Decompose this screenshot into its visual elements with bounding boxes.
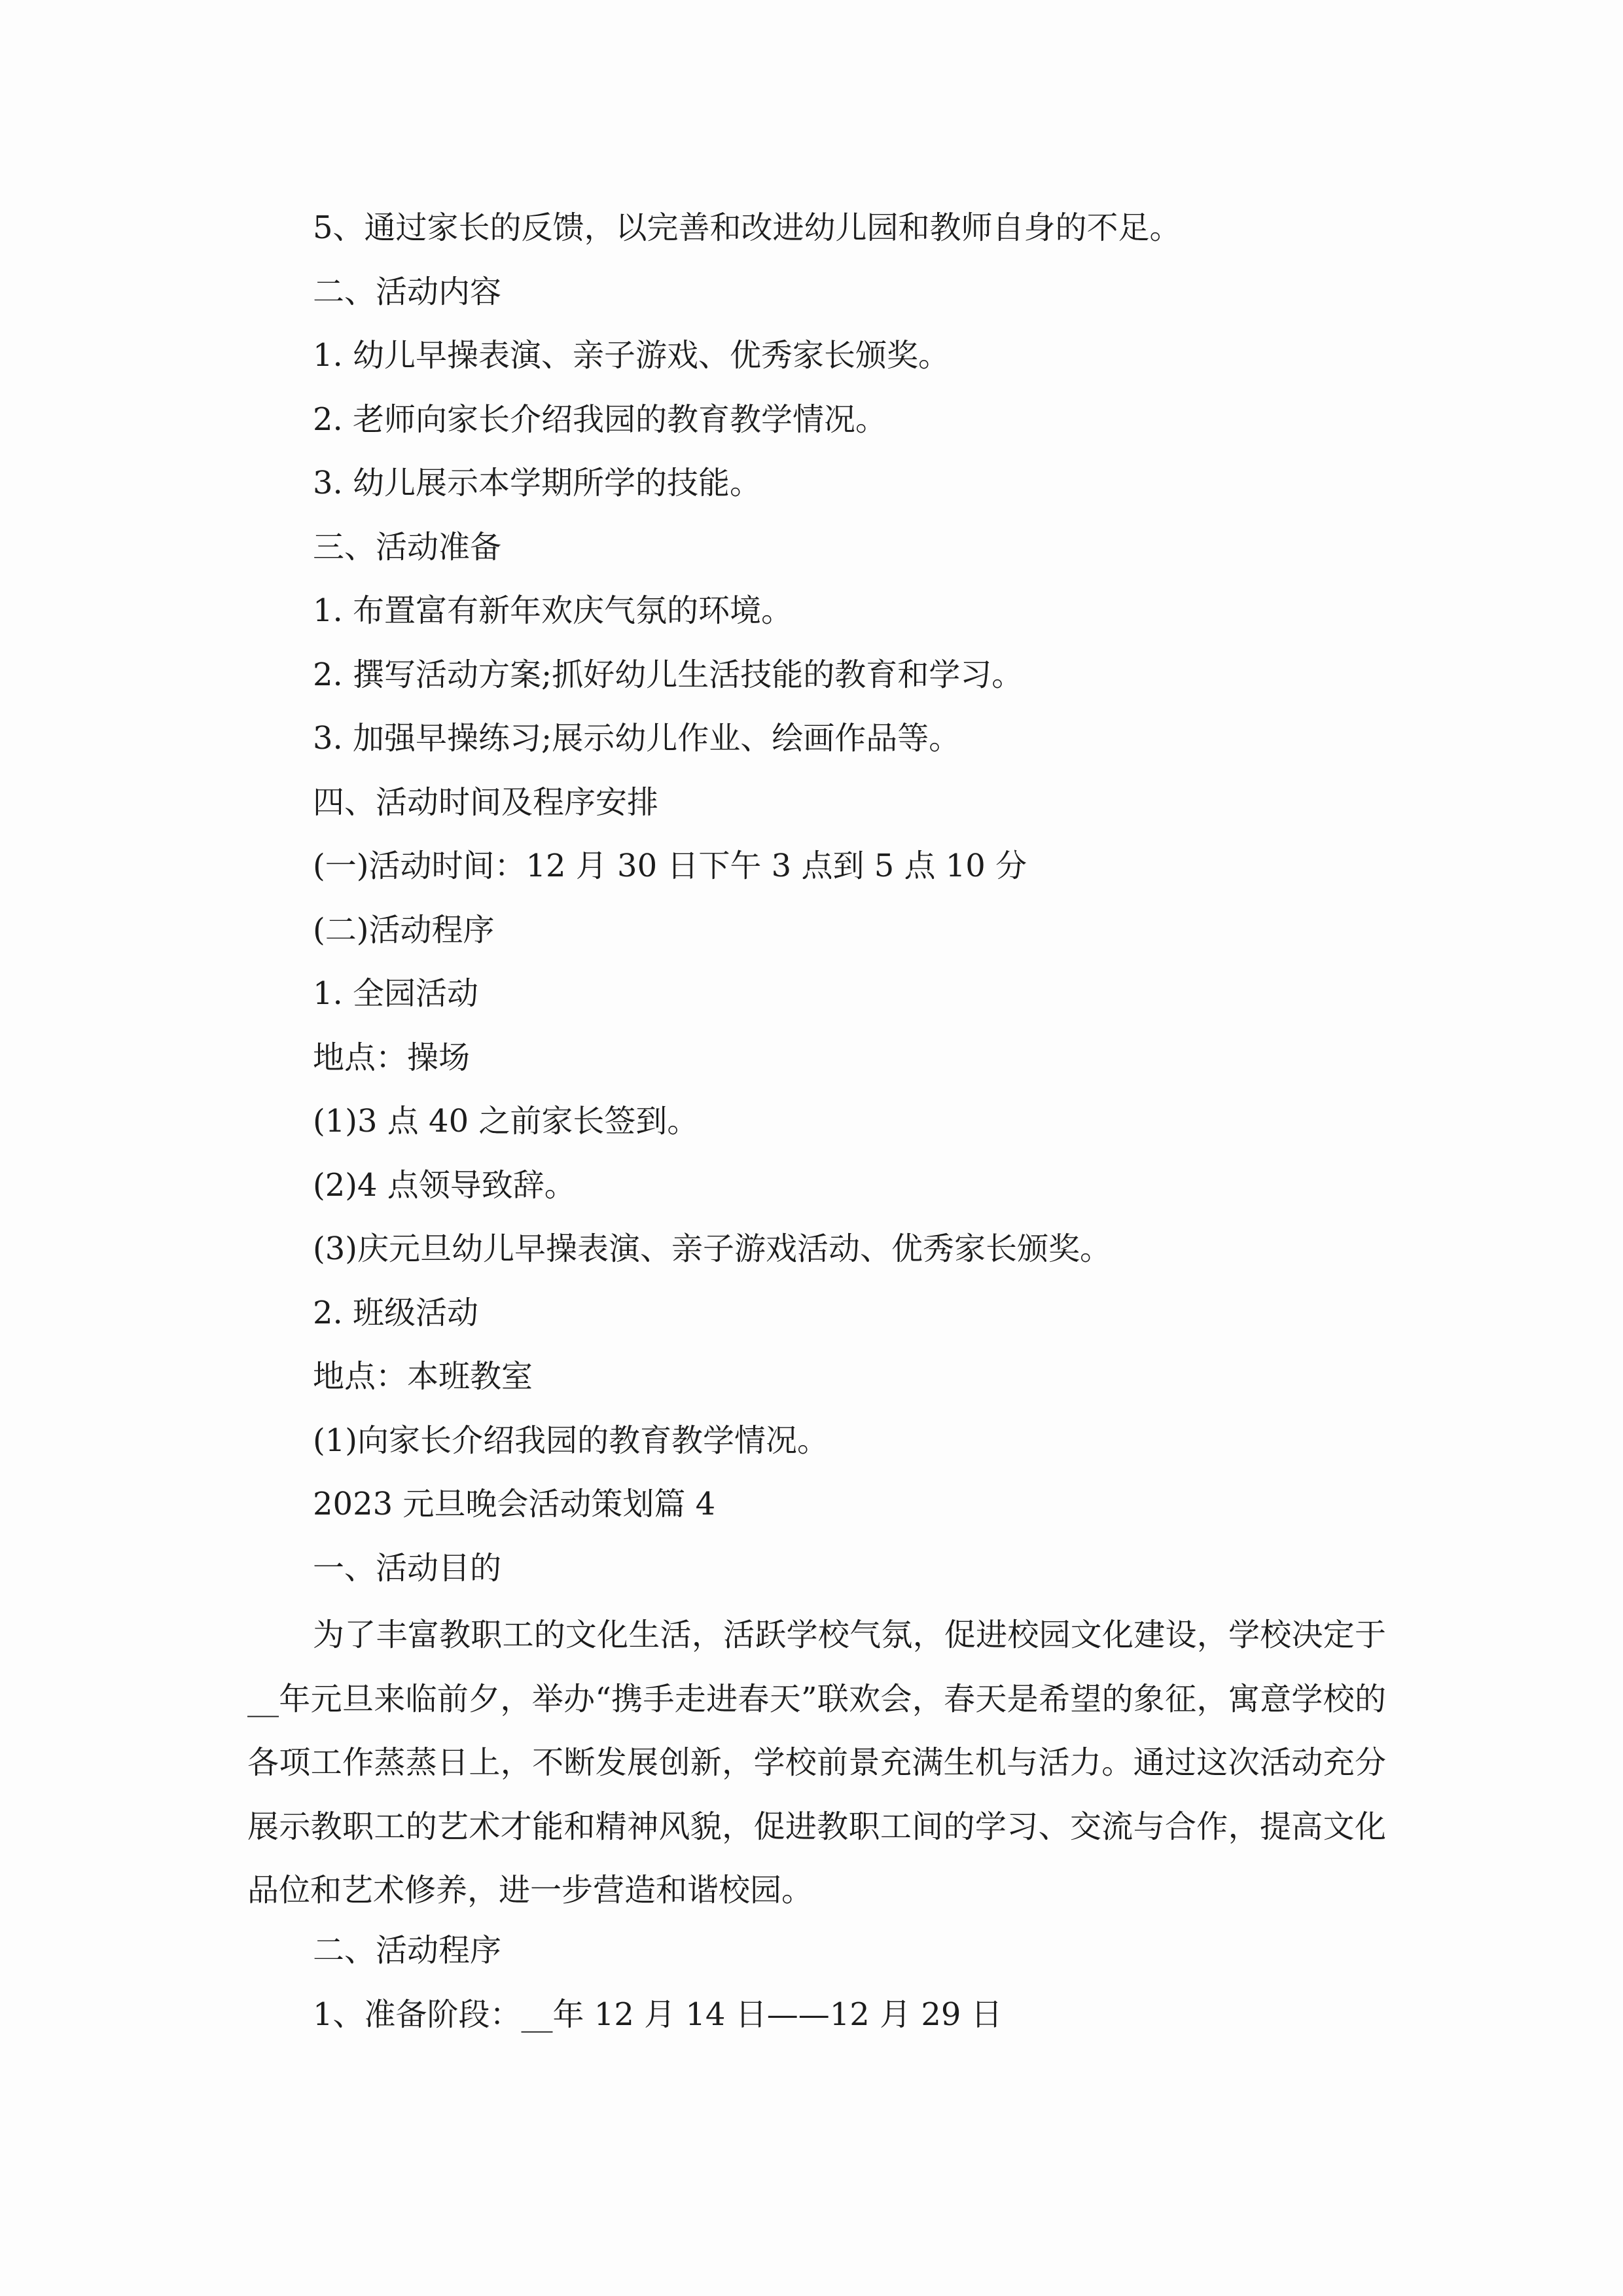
list-item: 1. 布置富有新年欢庆气氛的环境。 — [313, 592, 793, 629]
section-heading: 四、活动时间及程序安排 — [313, 784, 659, 821]
text-line: (二)活动程序 — [313, 912, 495, 948]
list-item: 1. 幼儿早操表演、亲子游戏、优秀家长颁奖。 — [313, 337, 950, 374]
list-item: (2)4 点领导致辞。 — [313, 1167, 576, 1204]
text-line: 5、通过家长的反馈，以完善和改进幼儿园和教师自身的不足。 — [313, 209, 1181, 246]
text-line: (一)活动时间：12 月 30 日下午 3 点到 5 点 10 分 — [313, 848, 1027, 884]
section-heading: 一、活动目的 — [313, 1550, 502, 1587]
list-item: (1)向家长介绍我园的教育教学情况。 — [313, 1422, 829, 1459]
list-item: 2. 老师向家长介绍我园的教育教学情况。 — [313, 401, 887, 438]
list-item: (1)3 点 40 之前家长签到。 — [313, 1103, 699, 1139]
document-subtitle: 2023 元旦晚会活动策划篇 4 — [313, 1486, 716, 1522]
list-item: (3)庆元旦幼儿早操表演、亲子游戏活动、优秀家长颁奖。 — [313, 1230, 1111, 1267]
text-line: 1、准备阶段：__年 12 月 14 日——12 月 29 日 — [313, 1996, 1003, 2033]
list-item: 2. 撰写活动方案;抓好幼儿生活技能的教育和学习。 — [313, 656, 1024, 693]
text-line: 地点：本班教室 — [313, 1358, 533, 1395]
list-item: 3. 幼儿展示本学期所学的技能。 — [313, 465, 762, 501]
section-heading: 三、活动准备 — [313, 529, 502, 565]
list-item: 2. 班级活动 — [313, 1295, 479, 1331]
body-paragraph: 为了丰富教职工的文化生活，活跃学校气氛，促进校园文化建设，学校决定于__年元旦来临前夕，举办“携手走进春天”联欢会，春天是希望的象征，寓意学校的各项工作蒸蒸日上，不断发展创新，学校前景充满生机与活力。通过这次活动充分展示教职工的艺术才能和精神风貌，促进教职工间的学习、交流与合作，提高文化品位和艺术修养，进一步营造和谐校园。 — [247, 1617, 1386, 1909]
text-line: 地点：操场 — [313, 1039, 471, 1076]
section-heading: 二、活动内容 — [313, 274, 502, 310]
section-heading: 二、活动程序 — [313, 1932, 502, 1969]
list-item: 1. 全园活动 — [313, 975, 479, 1012]
list-item: 3. 加强早操练习;展示幼儿作业、绘画作品等。 — [313, 720, 961, 757]
